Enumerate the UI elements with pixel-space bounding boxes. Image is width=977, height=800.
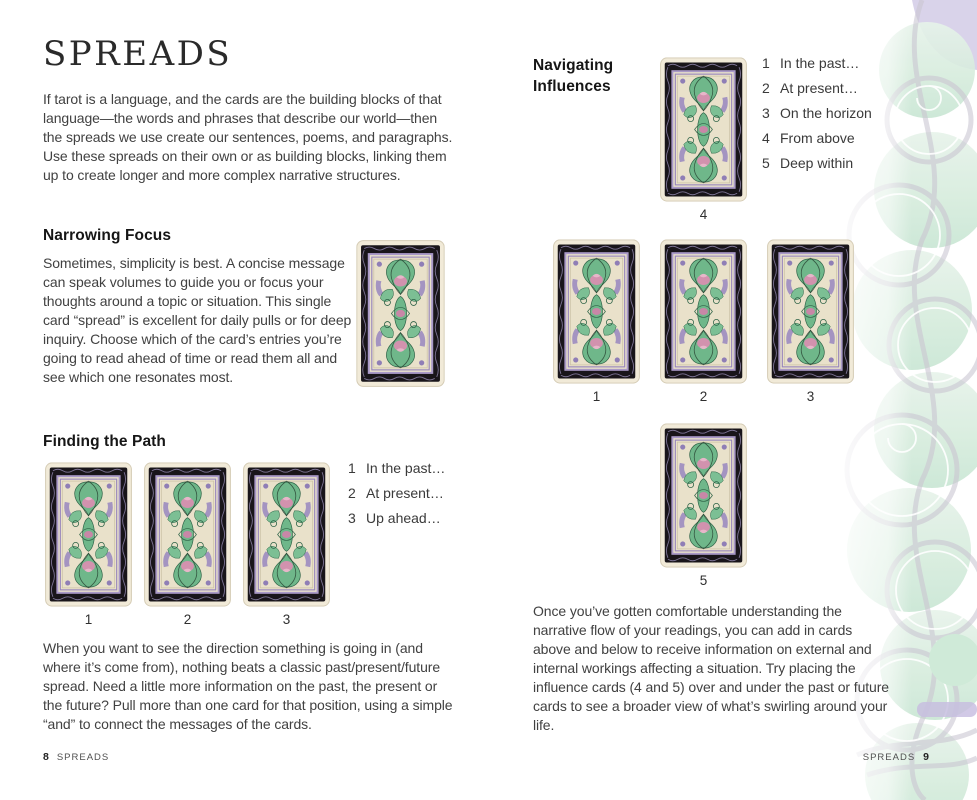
list-item bbox=[762, 105, 872, 130]
finding-the-path-paragraph: When you want to see the direction something is going in (and where it’s come from), nothing beats a classic past/present/future spread. Need a little more information on the past, the present or the future? Pull more than one card for that position, using a simple “and” to connect the messages of the cards. bbox=[43, 640, 453, 732]
section-heading-narrowing-focus: Narrowing Focus bbox=[43, 227, 172, 244]
list-item bbox=[348, 485, 445, 510]
card-position-number: 2 bbox=[183, 612, 192, 627]
list-item-label: On the horizon bbox=[780, 105, 872, 121]
card-position-number: 1 bbox=[592, 389, 601, 404]
tarot-card-back-icon bbox=[553, 239, 640, 384]
path-position-list bbox=[348, 460, 445, 535]
running-head: SPREADS bbox=[56, 752, 110, 763]
card-position-number: 3 bbox=[806, 389, 815, 404]
page-number: 9 bbox=[923, 751, 929, 763]
list-item bbox=[762, 55, 872, 80]
card-position-number: 2 bbox=[699, 389, 708, 404]
tarot-card-back-icon bbox=[660, 239, 747, 384]
list-item-number: 4 bbox=[762, 130, 770, 146]
left-page-footer bbox=[43, 751, 109, 763]
card-position-number: 5 bbox=[699, 573, 708, 588]
tarot-card-back-icon bbox=[243, 462, 330, 607]
right-page-footer bbox=[533, 751, 929, 763]
spread-card-position bbox=[553, 239, 640, 404]
spread-card-position bbox=[45, 462, 132, 627]
list-item-label: Deep within bbox=[780, 155, 854, 171]
intro-paragraph: If tarot is a language, and the cards are the building blocks of that language—the words and phrases that describe our world—then the spreads we use create our sentences, poems, and paragraphs. Use these spreads on their own or as building blocks, linking them up to create longer and more complex narrative structures. bbox=[43, 91, 453, 183]
list-item-number: 2 bbox=[762, 80, 770, 96]
list-item bbox=[762, 155, 872, 180]
list-item-label: At present… bbox=[780, 80, 858, 96]
running-head: SPREADS bbox=[862, 752, 916, 763]
narrowing-focus-paragraph: Sometimes, simplicity is best. A concise message can speak volumes to guide you or focus your thoughts around a topic or situation. This single card “spread” is excellent for daily pulls or for deep inquiry. Choose which of the card’s entries you’re going to read ahead of time or read them all and see which one resonates most. bbox=[43, 255, 352, 385]
spread-card-position bbox=[767, 239, 854, 404]
tarot-card-back-icon bbox=[660, 57, 747, 202]
tarot-card-back-icon bbox=[144, 462, 231, 607]
list-item-number: 5 bbox=[762, 155, 770, 171]
influence-position-list bbox=[762, 55, 872, 180]
list-item-label: From above bbox=[780, 130, 855, 146]
influence-card-below bbox=[660, 423, 747, 588]
tarot-card-back-icon bbox=[356, 240, 445, 387]
path-cards-row bbox=[45, 462, 330, 627]
list-item-number: 2 bbox=[348, 485, 356, 501]
list-item bbox=[348, 510, 445, 535]
list-item bbox=[762, 80, 872, 105]
navigating-influences-paragraph: Once you’ve gotten comfortable understanding the narrative flow of your readings, you can add in cards above and below to receive information on external and internal workings affecting a situation. Try placing the influence cards (4 and 5) over and under the past or future cards to see a broader view of what’s swirling around your life. bbox=[533, 603, 889, 733]
page-title: SPREADS bbox=[43, 34, 233, 74]
list-item-number: 3 bbox=[348, 510, 356, 526]
tarot-card-back-icon bbox=[767, 239, 854, 384]
card-position-number: 4 bbox=[699, 207, 708, 222]
section-heading-navigating-influences: Navigating Influences bbox=[533, 57, 614, 95]
page-number: 8 bbox=[43, 751, 49, 763]
list-item-label: At present… bbox=[366, 485, 444, 501]
spread-card-position bbox=[144, 462, 231, 627]
card-position-number: 1 bbox=[84, 612, 93, 627]
list-item bbox=[348, 460, 445, 485]
list-item bbox=[762, 130, 872, 155]
card-position-number: 3 bbox=[282, 612, 291, 627]
influence-card-above bbox=[660, 57, 747, 222]
list-item-number: 3 bbox=[762, 105, 770, 121]
tarot-card-back-icon bbox=[660, 423, 747, 568]
spread-card-position bbox=[243, 462, 330, 627]
list-item-label: In the past… bbox=[366, 460, 446, 476]
section-heading-finding-the-path: Finding the Path bbox=[43, 433, 167, 450]
influence-cards-row bbox=[553, 239, 854, 404]
list-item-label: In the past… bbox=[780, 55, 860, 71]
list-item-number: 1 bbox=[762, 55, 770, 71]
list-item-number: 1 bbox=[348, 460, 356, 476]
list-item-label: Up ahead… bbox=[366, 510, 441, 526]
tarot-card-back-icon bbox=[45, 462, 132, 607]
spread-card-position bbox=[660, 239, 747, 404]
